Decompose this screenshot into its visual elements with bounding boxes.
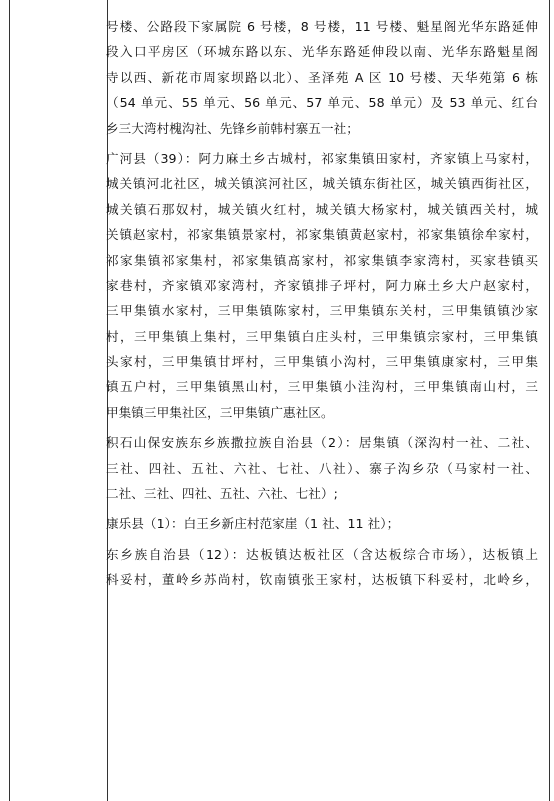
- text-line: 康乐县（1）：白王乡新庄村范家崖（1 社、11 社）；: [106, 516, 400, 532]
- text-line: 头家村，三甲集镇甘坪村，三甲集镇小沟村，三甲集镇康家村，三甲集: [106, 354, 538, 370]
- text-line: 三社、四社、五社、六社、七社、八社）、寨子沟乡尕（马家村一社、: [106, 460, 538, 476]
- text-line: 关镇赵家村，祁家集镇景家村，祁家集镇黄赵家村，祁家集镇徐牟家村，: [106, 227, 538, 243]
- text-line: 村，三甲集镇上集村，三甲集镇白庄头村，三甲集镇宗家村，三甲集镇: [106, 328, 538, 344]
- text-line: 城关镇石那奴村，城关镇火红村，城关镇大杨家村，城关镇西关村，城: [106, 201, 538, 217]
- content-text: [106, 14, 538, 593]
- text-line: 广河县（39）：阿力麻土乡古城村，祁家集镇田家村，齐家镇上马家村，: [106, 150, 538, 166]
- text-line: 城关镇河北社区，城关镇滨河社区，城关镇东街社区，城关镇西街社区，: [106, 176, 538, 192]
- text-line: 科妥村，董岭乡苏尚村，钦南镇张王家村，达板镇下科妥村，北岭乡，: [106, 572, 538, 588]
- text-line: 镇五户村，三甲集镇黑山村，三甲集镇小洼沟村，三甲集镇南山村，三: [106, 379, 538, 395]
- text-line: 积石山保安族东乡族撒拉族自治县（2）：居集镇（深沟村一社、二社、: [106, 435, 538, 451]
- text-line: 祁家集镇祁家集村，祁家集镇髙家村，祁家集镇李家湾村，买家巷镇买: [106, 252, 538, 268]
- text-line: 三甲集镇水家村，三甲集镇陈家村，三甲集镇东关村，三甲集镇镇沙家: [106, 303, 538, 319]
- text-line: 甲集镇三甲集社区，三甲集镇广惠社区。: [106, 404, 334, 420]
- text-line: 寺以西、新花市周家坝路以北）、圣泽苑 A 区 10 号楼、天华苑第 6 栋: [106, 69, 538, 85]
- text-line: 乡三大湾村槐沟社、先锋乡前韩村寨五一社；: [106, 120, 359, 136]
- empty-label-cell: [9, 0, 108, 801]
- text-line: 家巷村，齐家镇邓家湾村，齐家镇排子坪村，阿力麻土乡大户赵家村，: [106, 277, 538, 293]
- text-line: 二社、三社、四社、五社、六社、七社）;: [106, 486, 338, 502]
- text-line: 东乡族自治县（12）：达板镇达板社区（含达板综合市场），达板镇上: [106, 546, 538, 562]
- text-line: 号楼、公路段下家属院 6 号楼，8 号楼，11 号楼、魁星阁光华东路延伸: [106, 19, 538, 34]
- text-line: 段入口平房区（环城东路以东、光华东路延伸段以南、光华东路魁星阁: [106, 44, 538, 60]
- text-line: （54 单元、55 单元、56 单元、57 单元、58 单元）及 53 单元、红台: [106, 95, 538, 111]
